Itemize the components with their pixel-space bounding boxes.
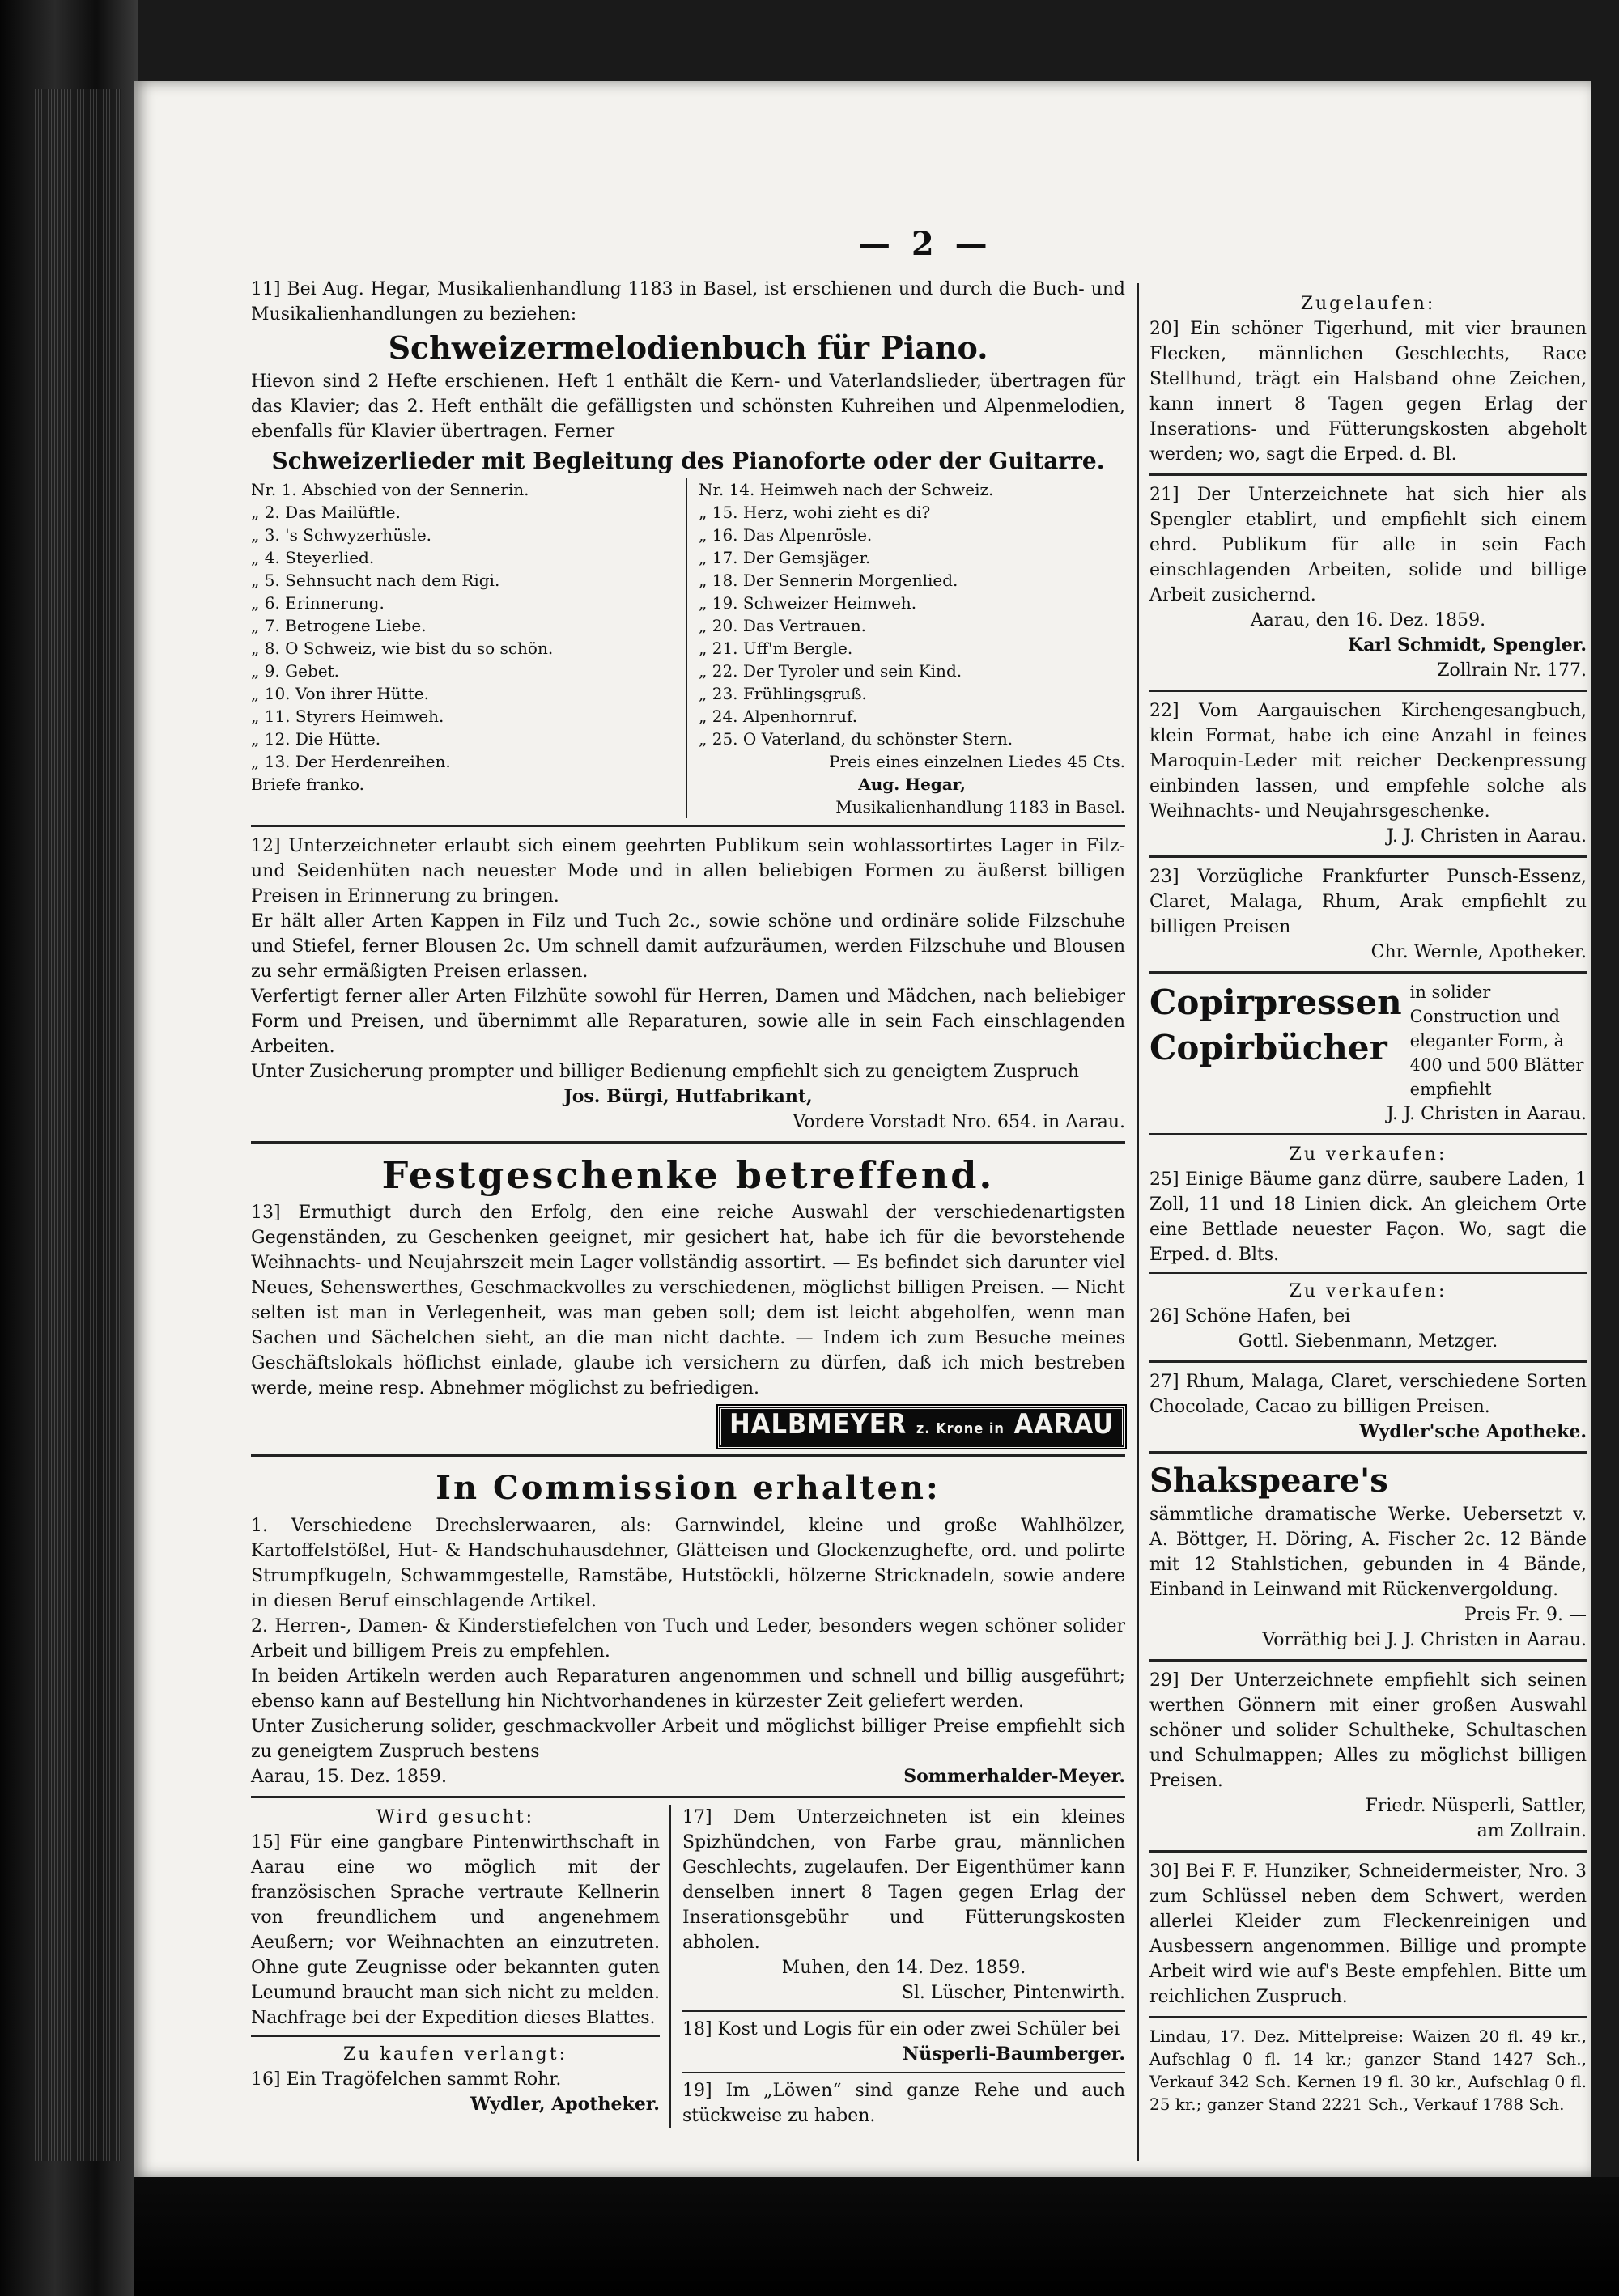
ad-13 bbox=[251, 1150, 1125, 1448]
halbmeyer-logo: HALBMEYER z. Krone in AARAU bbox=[718, 1406, 1125, 1448]
song-item: „ 3. 's Schwyzerhüsle. bbox=[251, 525, 432, 545]
ad-21-signature: Karl Schmidt, Spengler. bbox=[1348, 634, 1587, 656]
ad-17-place: Muhen, den 14. Dez. 1859. bbox=[781, 1958, 1026, 1978]
ad-28-body: sämmtliche dramatische Werke. Uebersetzt v. A. Böttger, H. Döring, A. Fischer 2c. 12 Bände mit 12 Stahlstichen, gebunden in 4 Bände, Einband in Leinwand mit Rückenvergoldung. bbox=[1149, 1504, 1587, 1600]
song-item: „ 25. O Vaterland, du schönster Stern. bbox=[699, 729, 1013, 749]
ad-15-body: 15] Für eine gangbare Pintenwirthschaft in Aarau eine wo möglich mit der französischen Sprache vertraute Kellnerin von freundlichem und angenehmem Aeußern; vor Weihnachten an einzutreten. Ohne gute Zeugnisse oder bekannten guten Leumund braucht man sich nicht zu melden. Nachfrage bei der Expedition dieses Blattes. bbox=[251, 1832, 660, 2028]
ad-11-title: Schweizermelodienbuch für Piano. bbox=[388, 329, 988, 366]
song-item: „ 20. Das Vertrauen. bbox=[699, 616, 866, 635]
divider bbox=[1149, 473, 1587, 476]
ad-14-p3: In beiden Artikeln werden auch Reparaturen angenommen und schnell und billig ausgeführt; ebenso kann auf Bestellung hin Nichtvorhandenes in kürzester Zeit geliefert werden. bbox=[251, 1666, 1125, 1712]
divider bbox=[1149, 971, 1587, 974]
divider bbox=[682, 2072, 1125, 2073]
song-item: „ 10. Von ihrer Hütte. bbox=[251, 684, 429, 703]
ad-28-signature: Vorräthig bei J. J. Christen in Aarau. bbox=[1262, 1630, 1587, 1650]
song-item: „ 17. Der Gemsjäger. bbox=[699, 548, 871, 567]
ad-11-body: Hievon sind 2 Hefte erschienen. Heft 1 enthält die Kern- und Vaterlandslieder, übertragen für das Klavier; das 2. Heft enthält die gefälligsten und schönsten Kuhreihen und Alpenmelodien, ebenfalls für Klavier übertragen. Ferner bbox=[251, 371, 1125, 442]
ad-23-body: 23] Vorzügliche Frankfurter Punsch-Essenz, Claret, Malaga, Rhum, Arak empfiehlt zu billigen Preisen bbox=[1149, 867, 1587, 937]
divider bbox=[251, 1796, 1125, 1798]
ad-24 bbox=[1149, 980, 1587, 1101]
ad-11-price: Preis eines einzelnen Liedes 45 Cts. bbox=[829, 752, 1125, 771]
column-divider bbox=[1137, 283, 1139, 2161]
song-list-left bbox=[251, 478, 687, 818]
ad-28-price: Preis Fr. 9. — bbox=[1464, 1605, 1587, 1625]
ad-25-heading: Zu verkaufen: bbox=[1289, 1144, 1447, 1165]
ad-30-body: 30] Bei F. F. Hunziker, Schneidermeister, Nro. 3 zum Schlüssel neben dem Schwert, werden allerlei Kleider zum Fleckenreinigen und Ausbessern angenommen. Billige und prompte Arbeit wird wie auf's Beste empfehlen. Bitte um reichlichen Zuspruch. bbox=[1149, 1861, 1587, 2007]
ad-19-body: 19] Im „Löwen“ sind ganze Rehe und auch stückweise zu haben. bbox=[682, 2081, 1125, 2126]
song-item: „ 2. Das Mailüftle. bbox=[251, 503, 401, 522]
ad-13-title: Festgeschenke betreffend. bbox=[381, 1153, 995, 1197]
ad-14-p4: Unter Zusicherung solider, geschmackvoller Arbeit und möglichst billiger Preise empfiehlt sich zu geneigtem Zuspruch bestens bbox=[251, 1717, 1125, 1762]
divider bbox=[1149, 1133, 1587, 1135]
song-item: „ 11. Styrers Heimweh. bbox=[251, 707, 444, 726]
song-item: „ 16. Das Alpenröslе. bbox=[699, 525, 873, 545]
small-ads-row bbox=[251, 1805, 1125, 2128]
book-spine bbox=[0, 0, 138, 2296]
ad-11-subtitle: Schweizerlieder mit Begleitung des Pianoforte oder der Guitarre. bbox=[271, 448, 1105, 474]
ad-21-address: Zollrain Nr. 177. bbox=[1437, 660, 1587, 681]
bottom-shadow bbox=[134, 2177, 1619, 2296]
ad-26-signature: Gottl. Siebenmann, Metzger. bbox=[1238, 1331, 1498, 1352]
right-column bbox=[1149, 291, 1587, 2116]
ad-29-body: 29] Der Unterzeichnete empfiehlt sich seinen werthen Gönnern mit einer großen Auswahl schöner und solider Schultheke, Schultaschen und Schulmappen; Alles zu möglichst billigen Preisen. bbox=[1149, 1670, 1587, 1791]
ad-12-p1: 12] Unterzeichneter erlaubt sich einem geehrten Publikum sein wohlassortirtes Lager in Filz- und Seidenhüten nach neuester Mode und in allen beliebigen Formen zu äußerst billigen Preisen in Erinnerung zu bringen. bbox=[251, 836, 1125, 906]
ad-16-heading: Zu kaufen verlangt: bbox=[342, 2044, 567, 2065]
song-item: „ 22. Der Tyroler und sein Kind. bbox=[699, 661, 962, 681]
ad-27-signature: Wydler'sche Apotheke. bbox=[1359, 1421, 1587, 1442]
divider bbox=[1149, 2016, 1587, 2018]
ad-15-heading: Wird gesucht: bbox=[376, 1807, 535, 1827]
song-item: „ 23. Frühlingsgruß. bbox=[699, 684, 867, 703]
copier-title-1: Copirpressen bbox=[1149, 982, 1402, 1022]
ad-17-body: 17] Dem Unterzeichneten ist ein kleines Spizhündchen, von Farbe grau, männlichen Geschlechts, zugelaufen. Der Eigenthümer kann denselben innert 8 Tagen gegen Erlag der Inserationsgebühr und Fütterungskosten abholen. bbox=[682, 1807, 1125, 1953]
divider bbox=[251, 1141, 1125, 1144]
ad-17-signature: Sl. Lüscher, Pintenwirth. bbox=[901, 1983, 1125, 2003]
song-item: „ 13. Der Herdenreihen. bbox=[251, 752, 451, 771]
ad-14 bbox=[251, 1463, 1125, 1789]
ad-20-body: 20] Ein schöner Tigerhund, mit vier braunen Flecken, männlichen Geschlechts, Race Stellhund, trägt ein Halsband ohne Zeichen, kann innert 8 Tagen gegen Erlag der Inserations- und Fütterungskosten abgeholt werden; wo, sagt die Erped. d. Bl. bbox=[1149, 319, 1587, 465]
divider bbox=[1149, 1272, 1587, 1274]
song-item: „ 9. Gebet. bbox=[251, 661, 340, 681]
ad-11-signature: Aug. Hegar, bbox=[858, 775, 966, 794]
song-item: „ 15. Herz, wohi zieht es di? bbox=[699, 503, 931, 522]
ad-13-body: 13] Ermuthigt durch den Erfolg, den eine reiche Auswahl der verschiedenartigsten Gegenständen, zu Geschenken geeignet, mir gesichert hat, habe ich für die bevorstehende Weihnachts- und Neujahrszeit mein Lager vollständig assortirt. — Es befindet sich darunter viel Neues, Sehenswerthes, Geschmackvolles zu verschiedenen, möglichst billigen Preisen. — Nicht selten ist man in Verlegenheit, was man geben soll; dem ist leicht abgeholfen, wenn man Sachen und Sächelchen sieht, an die man nicht dachte. — Indem ich zum Besuche meines Geschäftslokals höflichst einlade, glaube ich versichern zu dürfen, daß ich mich bestreben werde, meine resp. Abnehmer möglichst zu befriedigen. bbox=[251, 1203, 1125, 1398]
song-item: „ 7. Betrogene Liebe. bbox=[251, 616, 427, 635]
song-list-right bbox=[687, 478, 1125, 818]
ad-18-body: 18] Kost und Logis für ein oder zwei Schüler bei bbox=[682, 2019, 1120, 2039]
ad-18-signature: Nüsperli-Baumberger. bbox=[902, 2043, 1125, 2065]
left-column bbox=[251, 277, 1125, 2128]
ad-20-heading: Zugelaufen: bbox=[1300, 294, 1436, 314]
ad-16-signature: Wydler, Apotheker. bbox=[470, 2094, 660, 2115]
ad-21-place: Aarau, den 16. Dez. 1859. bbox=[1250, 610, 1486, 630]
ad-11-signature2: Musikalienhandlung 1183 in Basel. bbox=[835, 797, 1125, 817]
ad-22-body: 22] Vom Aargauischen Kirchengesangbuch, klein Format, habe ich eine Anzahl in feines Maroquin-Leder mit reicher Deckenpressung einbinden lassen, und empfehle solche als Weihnachts- und Neujahrsgeschenke. bbox=[1149, 701, 1587, 821]
divider bbox=[1149, 855, 1587, 858]
ad-24-signature: J. J. Christen in Aarau. bbox=[1386, 1104, 1587, 1124]
ad-14-p1: 1. Verschiedene Drechslerwaaren, als: Garnwindel, kleine und große Wahlhölzer, Kartoffelstößel, Hut- & Handschuhausdehner, Glätteisen und Glockenzughefte, ord. und polirte Strumpfkugeln, Schwammgestelle, Ramstäbe, Hutstöckli, hölzerne Stricknadeln, sowie andere in diesen Beruf einschlagende Artikel. bbox=[251, 1516, 1125, 1611]
song-item: „ 19. Schweizer Heimweh. bbox=[699, 593, 917, 613]
divider bbox=[1149, 1850, 1587, 1853]
song-item: „ 4. Steyerlied. bbox=[251, 548, 375, 567]
divider bbox=[251, 1454, 1125, 1457]
ad-12-p2: Er hält aller Arten Kappen in Filz und Tuch 2c., sowie schöne und ordinäre solide Filzschuhe und Stiefel, ferner Blousen 2c. Um schnell damit aufzuräumen, werden Filzschuhe und Blousen zu sehr ermäßigten Preisen erlassen. bbox=[251, 911, 1125, 982]
song-item: „ 8. O Schweiz, wie bist du so schön. bbox=[251, 639, 554, 658]
ad-25-body: 25] Einige Bäume ganz dürre, saubere Laden, 1 Zoll, 11 und 18 Linien dick. An gleichem Orte eine Bettlade neuester Façon. Wo, sagt die Erped. d. Blts. bbox=[1149, 1169, 1587, 1265]
ad-27-body: 27] Rhum, Malaga, Claret, verschiedene Sorten Chocolade, Cacao zu billigen Preisen. bbox=[1149, 1372, 1587, 1417]
copier-title-2: Copirbücher bbox=[1149, 1028, 1387, 1067]
song-item: „ 12. Die Hütte. bbox=[251, 729, 381, 749]
ad-12-p3: Verfertigt ferner aller Arten Filzhüte sowohl für Herren, Damen und Mädchen, nach beliebiger Form und Preisen, und übernimmt alle Reparaturen, sowie alle in sein Fach einschlagenden Arbeiten. bbox=[251, 987, 1125, 1057]
ad-26-heading: Zu verkaufen: bbox=[1289, 1281, 1447, 1301]
song-item: „ 18. Der Sennerin Morgenlied. bbox=[699, 571, 958, 590]
ad-11 bbox=[251, 277, 1125, 818]
ad-12-address: Vordere Vorstadt Nro. 654. in Aarau. bbox=[793, 1112, 1125, 1132]
divider bbox=[1149, 1360, 1587, 1363]
ad-12-p4: Unter Zusicherung prompter und billiger Bedienung empfiehlt sich zu geneigtem Zuspruch bbox=[251, 1062, 1080, 1082]
divider bbox=[1149, 1451, 1587, 1454]
divider bbox=[251, 2035, 660, 2037]
song-list bbox=[251, 478, 1125, 818]
ad-21-body: 21] Der Unterzeichnete hat sich hier als Spengler etablirt, und empfiehlt sich einem ehrd. Publikum für alle in sein Fach einschlagenden Arbeiten, solide und billige Arbeit zusichernd. bbox=[1149, 485, 1587, 605]
song-item: Nr. 14. Heimweh nach der Schweiz. bbox=[699, 480, 994, 499]
song-item: „ 6. Erinnerung. bbox=[251, 593, 385, 613]
copier-text: in solider Construction und eleganter Form, à 400 und 500 Blätter empfiehlt bbox=[1409, 982, 1584, 1099]
ad-11-intro: 11] Bei Aug. Hegar, Musikalienhandlung 1183 in Basel, ist erschienen und durch die Buch- und Musikalienhandlungen zu beziehen: bbox=[251, 279, 1125, 325]
shakespeare-title: Shakspeare's bbox=[1149, 1462, 1388, 1500]
spine-pages bbox=[32, 89, 121, 2161]
ad-23-signature: Chr. Wernle, Apotheker. bbox=[1370, 942, 1587, 962]
ad-26-body: 26] Schöne Hafen, bei bbox=[1149, 1306, 1351, 1326]
ad-14-title: In Commission erhalten: bbox=[436, 1469, 941, 1507]
song-item: „ 5. Sehnsucht nach dem Rigi. bbox=[251, 571, 500, 590]
halbmeyer-banner bbox=[251, 1406, 1125, 1448]
small-ads-right bbox=[671, 1805, 1125, 2128]
ad-29-address: am Zollrain. bbox=[1477, 1821, 1587, 1841]
song-item: „ 21. Uff'm Bergle. bbox=[699, 639, 853, 658]
divider bbox=[1149, 1659, 1587, 1662]
copier-titles bbox=[1149, 980, 1402, 1101]
song-item: Nr. 1. Abschied von der Sennerin. bbox=[251, 480, 529, 499]
ad-12 bbox=[251, 834, 1125, 1135]
ad-28 bbox=[1149, 1460, 1587, 1653]
ad-16-body: 16] Ein Tragöfelchen sammt Rohr. bbox=[251, 2069, 562, 2090]
ad-12-signature: Jos. Bürgi, Hutfabrikant, bbox=[563, 1086, 813, 1107]
small-ads-left bbox=[251, 1805, 671, 2128]
ad-14-p2: 2. Herren-, Damen- & Kinderstiefelchen von Tuch und Leder, besonders wegen schöner solider Arbeit und billigem Preis zu empfehlen. bbox=[251, 1616, 1125, 1662]
page-number: — 2 — bbox=[858, 225, 992, 263]
market-report: Lindau, 17. Dez. Mittelpreise: Waizen 20 fl. 49 kr., Aufschlag 0 fl. 14 kr.; ganzer Stand 1427 Sch., Verkauf 342 Sch. Kernen 19 fl. 30 kr., Aufschlag 0 fl. 25 kr.; ganzer Stand 2221 Sch., Verkauf 1788 Sch. bbox=[1149, 2027, 1587, 2114]
song-item: „ 24. Alpenhornruf. bbox=[699, 707, 858, 726]
divider bbox=[682, 2010, 1125, 2012]
ad-14-footer bbox=[251, 1764, 1125, 1789]
ad-14-signature: Sommerhalder-Meyer. bbox=[903, 1766, 1125, 1787]
divider bbox=[1149, 690, 1587, 692]
ad-11-briefe: Briefe franko. bbox=[251, 775, 365, 794]
ad-14-place: Aarau, 15. Dez. 1859. bbox=[251, 1767, 447, 1787]
ad-22-signature: J. J. Christen in Aarau. bbox=[1386, 826, 1587, 847]
divider bbox=[251, 825, 1125, 827]
ad-29-signature: Friedr. Nüsperli, Sattler, bbox=[1365, 1796, 1587, 1816]
